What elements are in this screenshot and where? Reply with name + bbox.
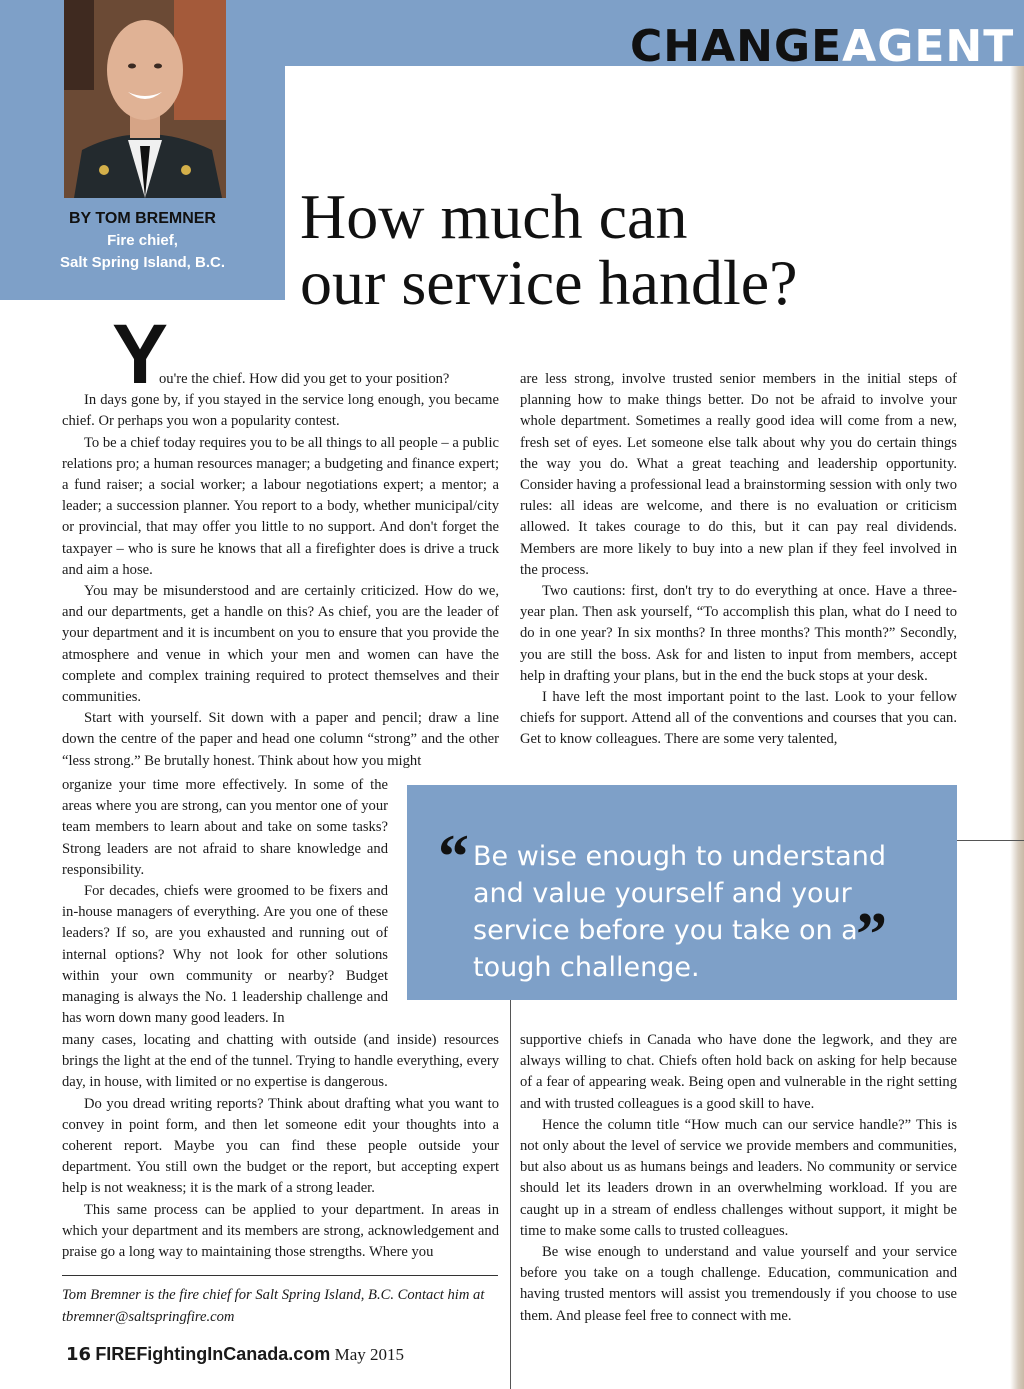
headline bbox=[300, 181, 1000, 318]
left-column-bottom bbox=[62, 1030, 499, 1263]
paragraph: I have left the most important point to the last. Look to your fellow chiefs for support. Attend all of the conventions and courses that you can. Get to know colleagues. There are some very talented, bbox=[520, 689, 957, 748]
close-quote-mark: ” bbox=[856, 901, 887, 969]
section-title bbox=[630, 22, 1014, 72]
drop-cap: Y bbox=[112, 307, 169, 401]
column-divider bbox=[510, 1000, 511, 1389]
paragraph: are less strong, involve trusted senior members in the initial steps of planning how to make things better. Do not be afraid to involve your whole department. Sometimes a really good idea will come from a new, fresh set of eyes. Let someone else talk about why you do certain things the way you do. What a great teaching and leadership opportunity. Consider having a professional lead a brainstorming session with only two rules: all ideas are welcome, and there is no evaluation or criticism allowed. It takes courage to do this, but it can pay real dividends. Members are more likely to buy into a new plan if they feel involved in the process. bbox=[520, 371, 957, 578]
page-edge bbox=[1010, 66, 1024, 1389]
paragraph: ou're the chief. How did you get to your position? bbox=[159, 371, 450, 387]
paragraph: This same process can be applied to your department. In areas in which your department and its members are strong, acknowledgement and praise go a long way to maintaining those strengths. Where you bbox=[62, 1201, 499, 1261]
right-column-top bbox=[520, 369, 957, 751]
paragraph: Hence the column title “How much can our service handle?” This is not only about the level of service we provide members and communities, but also about us as humans beings and leaders. No community or service should let its leaders drown in an overwhelming workload. If you are caught up in a stream of endless challenges without support, it might be time to make some calls to trusted colleagues. bbox=[520, 1116, 957, 1239]
author-footnote: Tom Bremner is the fire chief for Salt Spring Island, B.C. Contact him at tbremner@saltspringfire.com bbox=[62, 1287, 485, 1325]
footnote-rule bbox=[62, 1275, 498, 1276]
section-title-agent: AGENT bbox=[842, 21, 1015, 72]
paragraph: Start with yourself. Sit down with a paper and pencil; draw a line down the centre of the paper and head one column “strong” and the other “less strong.” Be brutally honest. Think about how you might bbox=[62, 710, 499, 769]
headline-line1: How much can bbox=[300, 181, 688, 252]
paragraph: many cases, locating and chatting with outside (and inside) resources brings the light at the end of the tunnel. Trying to handle everything, every day, in house, with limited or no expertise is dangerous. bbox=[62, 1032, 499, 1091]
paragraph: organize your time more effectively. In some of the areas where you are strong, can you mentor one of your team members to learn about and take on some tasks? Strong leaders are not afraid to share knowledge and responsibility. bbox=[62, 777, 388, 878]
divider bbox=[957, 840, 1024, 841]
paragraph: To be a chief today requires you to be all things to all people – a public relations pro; a human resources manager; a budgeting and finance expert; a fund raiser; a social worker; a labour negotiations expert; a mentor; a leader; a succession planner. You report to a body, whether municipal/city or provincial, that may offer you little to no support. And don't forget the taxpayer – who is sure he knows that all a firefighter does is drive a truck and aim a hose. bbox=[62, 434, 499, 578]
publication-site: FIREFightingInCanada.com bbox=[95, 1344, 331, 1364]
author-role-line1: Fire chief, bbox=[107, 232, 178, 249]
page-number: 16 bbox=[66, 1344, 92, 1365]
pull-quote-text: Be wise enough to understand and value yourself and your service before you take on a tough challenge. bbox=[473, 841, 886, 983]
author-name: BY TOM BREMNER bbox=[69, 210, 216, 227]
issue-date: May 2015 bbox=[334, 1345, 404, 1364]
open-quote-mark: “ bbox=[438, 823, 469, 891]
byline bbox=[0, 208, 285, 274]
paragraph: For decades, chiefs were groomed to be fixers and in-house managers of everything. Are you one of these leaders? If so, are you exhausted and running out of internal options? Why not look for other solutions within your own community or nearby? Budget managing is always the No. 1 leadership challenge and has worn down many good leaders. In bbox=[62, 883, 388, 1027]
author-role-line2: Salt Spring Island, B.C. bbox=[59, 254, 226, 271]
paragraph: Be wise enough to understand and value yourself and your service before you take on a tough challenge. Education, communication and having trusted mentors will assist you tremendously if you choose to use them. And please feel free to connect with me. bbox=[520, 1244, 957, 1324]
right-column-bottom bbox=[520, 1030, 957, 1327]
paragraph: Do you dread writing reports? Think about drafting what you want to convey in point form, and then let someone edit your thoughts into a coherent report. Maybe you can find these people outside your department. You still own the budget or the report, but accepting expert help is not weakness; it is the mark of a strong leader. bbox=[62, 1095, 499, 1197]
paragraph: In days gone by, if you stayed in the service long enough, you became chief. Or perhaps you won a popularity contest. bbox=[62, 392, 499, 430]
paragraph: supportive chiefs in Canada who have done the legwork, and they are always willing to chat. Chiefs often hold back on asking for help because of a fear of appearing weak. Being open and vulnerable in the right setting and with trusted colleagues is a good skill to have. bbox=[520, 1032, 957, 1112]
headline-line2: our service handle? bbox=[300, 247, 798, 318]
section-title-change: CHANGE bbox=[630, 21, 843, 72]
page-folio bbox=[66, 1344, 404, 1365]
author-photo bbox=[64, 0, 226, 198]
left-column-top bbox=[62, 369, 499, 772]
paragraph: You may be misunderstood and are certainly criticized. How do we, and our departments, get a handle on this? As chief, you are the leader of your department and it is incumbent on you to ensure that you provide the atmosphere and venue in which your men and women can have the complete and complex training required to protect themselves and their communities. bbox=[62, 583, 499, 706]
paragraph: Two cautions: first, don't try to do everything at once. Have a three-year plan. Then ask yourself, “To accomplish this plan, what do I need to do in one year? In six months? In three months? This month?” Secondly, you are still the boss. Ask for and listen to input from members, accept help in drafting your plans, but in the end the buck stops at your desk. bbox=[520, 583, 957, 684]
left-column-narrow bbox=[62, 775, 388, 1029]
